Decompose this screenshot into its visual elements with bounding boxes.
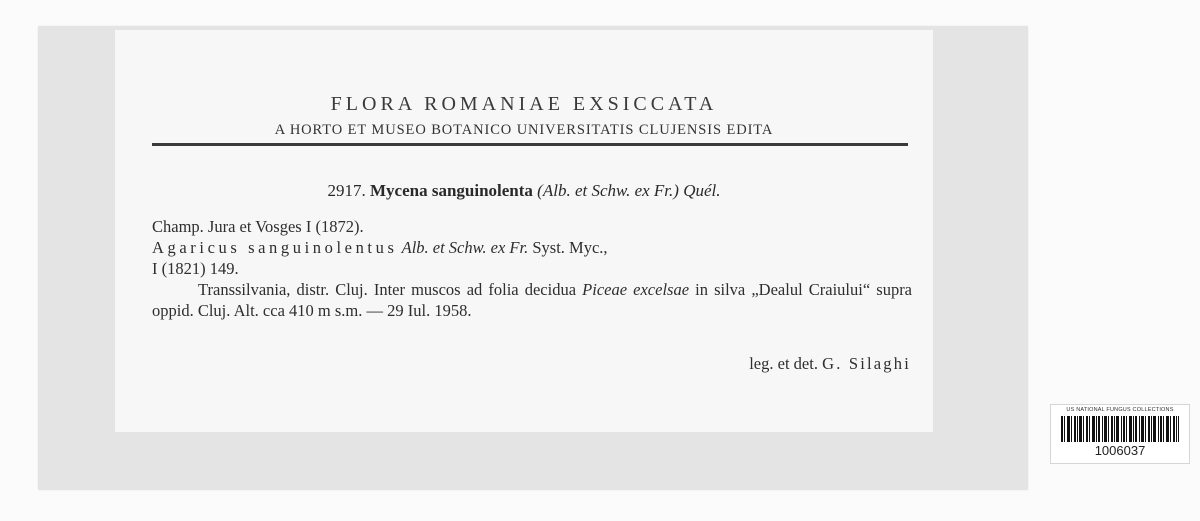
species-authority: (Alb. et Schw. ex Fr.) Quél. bbox=[537, 181, 721, 200]
label-subtitle: A HORTO ET MUSEO BOTANICO UNIVERSITATIS CLUJENSIS EDITA bbox=[274, 122, 774, 138]
label-title: FLORA ROMANIAE EXSICCATA bbox=[330, 93, 718, 115]
label-body bbox=[152, 216, 912, 321]
barcode-label bbox=[1050, 404, 1190, 464]
species-heading bbox=[115, 180, 933, 202]
reference-line-1: Champ. Jura et Vosges I (1872). bbox=[152, 217, 364, 236]
locality-paragraph bbox=[152, 279, 912, 321]
basionym-citation: Syst. Myc., bbox=[532, 238, 608, 257]
species-name: Mycena sanguinolenta bbox=[369, 181, 533, 200]
barcode-caption: US NATIONAL FUNGUS COLLECTIONS bbox=[1066, 407, 1174, 413]
reference-line-3: I (1821) 149. bbox=[152, 259, 239, 278]
locality-text-a: Transsilvania, distr. Cluj. Inter muscos ad folia decidua bbox=[198, 280, 577, 299]
barcode-number: 1006037 bbox=[1094, 443, 1146, 458]
specimen-label bbox=[115, 30, 933, 432]
basionym-authority: Alb. et Schw. ex Fr. bbox=[401, 238, 529, 257]
header-rule bbox=[152, 143, 908, 146]
label-header bbox=[115, 92, 933, 140]
locality-text-b: in silva „Dealul Craiului“ supra oppid. Cluj. Alt. cca 410 m s.m. — 29 Iul. 1958. bbox=[152, 280, 913, 320]
barcode-icon bbox=[1061, 416, 1179, 442]
host-name: Piceae excelsae bbox=[582, 280, 690, 299]
exsiccata-number: 2917. bbox=[327, 181, 366, 200]
reference-line-2 bbox=[152, 237, 912, 258]
collector-line bbox=[749, 354, 911, 374]
collector-name: G. Silaghi bbox=[822, 354, 911, 373]
basionym-name: Agaricus sanguinolentus bbox=[152, 238, 398, 257]
collector-prefix: leg. et det. bbox=[749, 354, 818, 373]
